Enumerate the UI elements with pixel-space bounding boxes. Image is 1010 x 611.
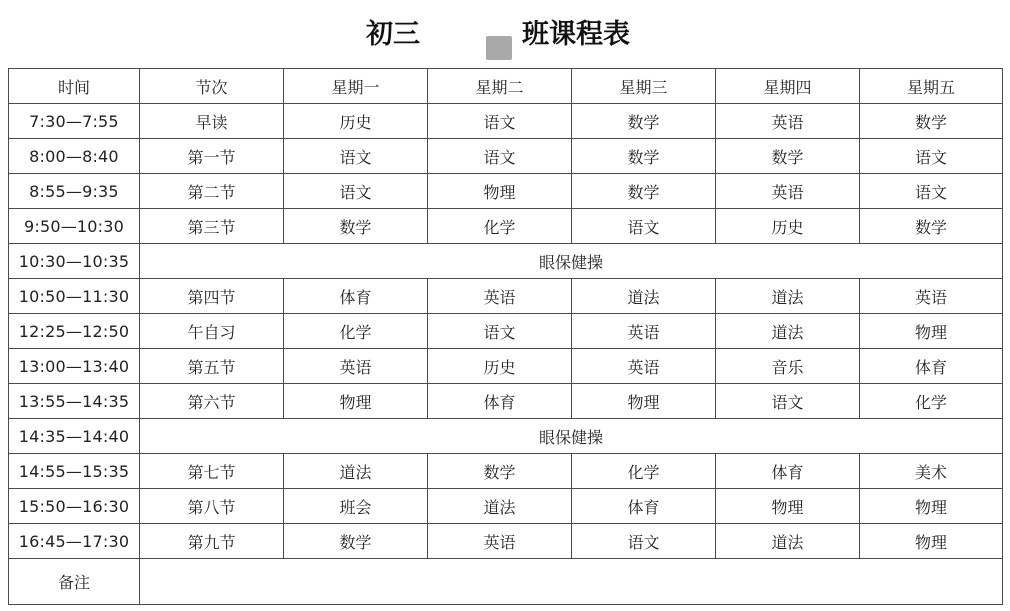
time-cell: 14:55—15:35 bbox=[9, 454, 140, 489]
time-cell: 14:35—14:40 bbox=[9, 419, 140, 454]
schedule-row bbox=[9, 174, 1003, 209]
subject-cell: 物理 bbox=[428, 174, 572, 209]
subject-cell: 英语 bbox=[428, 279, 572, 314]
subject-cell: 英语 bbox=[284, 349, 428, 384]
period-cell: 第九节 bbox=[140, 524, 284, 559]
column-header: 星期四 bbox=[716, 69, 860, 104]
subject-cell: 班会 bbox=[284, 489, 428, 524]
time-cell: 13:00—13:40 bbox=[9, 349, 140, 384]
schedule-row bbox=[9, 489, 1003, 524]
column-header: 星期一 bbox=[284, 69, 428, 104]
title-suffix: 班课程表 bbox=[522, 19, 630, 50]
schedule-row bbox=[9, 139, 1003, 174]
period-cell: 第五节 bbox=[140, 349, 284, 384]
subject-cell: 语文 bbox=[284, 139, 428, 174]
schedule-row bbox=[9, 454, 1003, 489]
notes-value bbox=[140, 559, 1003, 605]
schedule-row bbox=[9, 279, 1003, 314]
schedule-row bbox=[9, 209, 1003, 244]
subject-cell: 历史 bbox=[284, 104, 428, 139]
subject-cell: 语文 bbox=[428, 104, 572, 139]
period-cell: 第二节 bbox=[140, 174, 284, 209]
time-cell: 10:30—10:35 bbox=[9, 244, 140, 279]
subject-cell: 道法 bbox=[284, 454, 428, 489]
subject-cell: 历史 bbox=[428, 349, 572, 384]
schedule-row bbox=[9, 349, 1003, 384]
subject-cell: 语文 bbox=[428, 139, 572, 174]
time-cell: 13:55—14:35 bbox=[9, 384, 140, 419]
column-header: 时间 bbox=[9, 69, 140, 104]
redacted-class-number bbox=[486, 36, 512, 60]
subject-cell: 数学 bbox=[716, 139, 860, 174]
column-header: 节次 bbox=[140, 69, 284, 104]
subject-cell: 道法 bbox=[716, 279, 860, 314]
subject-cell: 化学 bbox=[860, 384, 1003, 419]
subject-cell: 语文 bbox=[572, 209, 716, 244]
subject-cell: 物理 bbox=[572, 384, 716, 419]
period-cell: 第八节 bbox=[140, 489, 284, 524]
period-cell: 第七节 bbox=[140, 454, 284, 489]
subject-cell: 数学 bbox=[860, 104, 1003, 139]
subject-cell: 历史 bbox=[716, 209, 860, 244]
title-grade: 初三 bbox=[366, 19, 420, 50]
subject-cell: 化学 bbox=[428, 209, 572, 244]
schedule-body bbox=[9, 69, 1003, 605]
notes-label: 备注 bbox=[9, 559, 140, 605]
subject-cell: 数学 bbox=[428, 454, 572, 489]
subject-cell: 语文 bbox=[428, 314, 572, 349]
subject-cell: 英语 bbox=[716, 174, 860, 209]
subject-cell: 语文 bbox=[572, 524, 716, 559]
period-cell: 第六节 bbox=[140, 384, 284, 419]
merged-activity-cell: 眼保健操 bbox=[140, 244, 1003, 279]
column-header: 星期三 bbox=[572, 69, 716, 104]
subject-cell: 数学 bbox=[572, 174, 716, 209]
subject-cell: 体育 bbox=[572, 489, 716, 524]
subject-cell: 体育 bbox=[860, 349, 1003, 384]
subject-cell: 英语 bbox=[428, 524, 572, 559]
period-cell: 早读 bbox=[140, 104, 284, 139]
subject-cell: 物理 bbox=[860, 524, 1003, 559]
subject-cell: 体育 bbox=[716, 454, 860, 489]
merged-activity-cell: 眼保健操 bbox=[140, 419, 1003, 454]
period-cell: 午自习 bbox=[140, 314, 284, 349]
subject-cell: 道法 bbox=[716, 524, 860, 559]
subject-cell: 物理 bbox=[716, 489, 860, 524]
subject-cell: 道法 bbox=[572, 279, 716, 314]
subject-cell: 语文 bbox=[860, 174, 1003, 209]
time-cell: 16:45—17:30 bbox=[9, 524, 140, 559]
schedule-row bbox=[9, 524, 1003, 559]
schedule-row bbox=[9, 104, 1003, 139]
time-cell: 8:00—8:40 bbox=[9, 139, 140, 174]
time-cell: 15:50—16:30 bbox=[9, 489, 140, 524]
subject-cell: 英语 bbox=[572, 349, 716, 384]
schedule-row bbox=[9, 314, 1003, 349]
subject-cell: 语文 bbox=[716, 384, 860, 419]
subject-cell: 物理 bbox=[860, 314, 1003, 349]
subject-cell: 物理 bbox=[860, 489, 1003, 524]
subject-cell: 语文 bbox=[284, 174, 428, 209]
subject-cell: 语文 bbox=[860, 139, 1003, 174]
column-header: 星期二 bbox=[428, 69, 572, 104]
eye-exercise-row bbox=[9, 244, 1003, 279]
time-cell: 12:25—12:50 bbox=[9, 314, 140, 349]
period-cell: 第三节 bbox=[140, 209, 284, 244]
period-cell: 第四节 bbox=[140, 279, 284, 314]
eye-exercise-row bbox=[9, 419, 1003, 454]
header-row bbox=[9, 69, 1003, 104]
subject-cell: 数学 bbox=[572, 104, 716, 139]
time-cell: 9:50—10:30 bbox=[9, 209, 140, 244]
subject-cell: 数学 bbox=[284, 524, 428, 559]
subject-cell: 体育 bbox=[428, 384, 572, 419]
subject-cell: 英语 bbox=[716, 104, 860, 139]
period-cell: 第一节 bbox=[140, 139, 284, 174]
time-cell: 10:50—11:30 bbox=[9, 279, 140, 314]
subject-cell: 道法 bbox=[428, 489, 572, 524]
subject-cell: 音乐 bbox=[716, 349, 860, 384]
schedule-table bbox=[8, 68, 1003, 605]
subject-cell: 数学 bbox=[284, 209, 428, 244]
subject-cell: 英语 bbox=[860, 279, 1003, 314]
subject-cell: 数学 bbox=[860, 209, 1003, 244]
notes-row bbox=[9, 559, 1003, 605]
time-cell: 7:30—7:55 bbox=[9, 104, 140, 139]
subject-cell: 数学 bbox=[572, 139, 716, 174]
subject-cell: 物理 bbox=[284, 384, 428, 419]
schedule-title bbox=[0, 10, 1010, 50]
subject-cell: 美术 bbox=[860, 454, 1003, 489]
time-cell: 8:55—9:35 bbox=[9, 174, 140, 209]
subject-cell: 道法 bbox=[716, 314, 860, 349]
subject-cell: 化学 bbox=[284, 314, 428, 349]
subject-cell: 英语 bbox=[572, 314, 716, 349]
subject-cell: 化学 bbox=[572, 454, 716, 489]
schedule-row bbox=[9, 384, 1003, 419]
column-header: 星期五 bbox=[860, 69, 1003, 104]
subject-cell: 体育 bbox=[284, 279, 428, 314]
